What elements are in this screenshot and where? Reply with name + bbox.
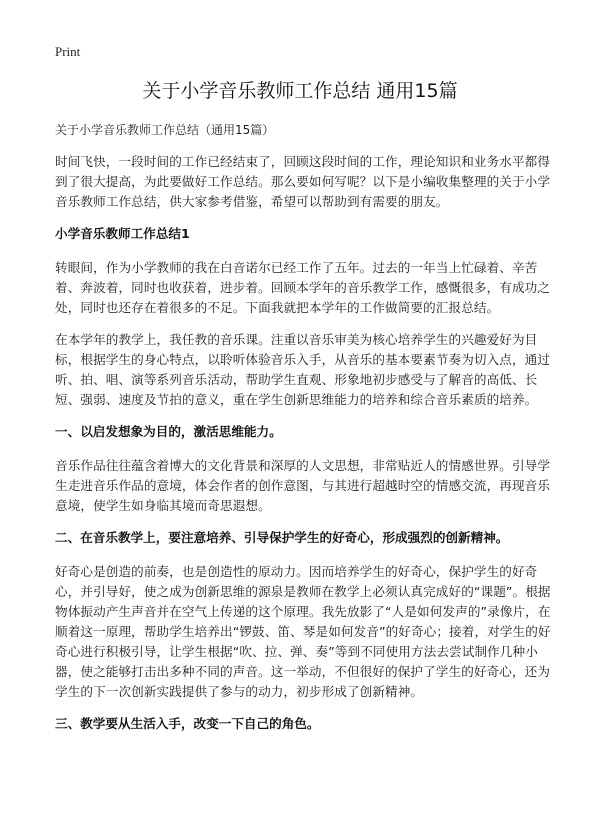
paragraph: 音乐作品往往蕴含着博大的文化背景和深厚的人文思想，非常贴近人的情感世界。引导学生走进音乐作品的意境，体会作者的创作意图，与其进行超越时空的情感交流，再现音乐意境，使学生如身临其境而奇思遐想。 xyxy=(55,458,551,513)
point-heading: 三、教学要从生活入手，改变一下自己的角色。 xyxy=(55,716,320,731)
point-heading: 二、在音乐教学上，要注意培养、引导保护学生的好奇心，形成强烈的创新精神。 xyxy=(55,530,509,545)
paragraph: 好奇心是创造的前奏，也是创造性的原动力。因而培养学生的好奇心，保护学生的好奇心，并引导好，使之成为创新思维的源泉是教师在教学上必须认真完成好的“课题”。根据物体振动产生声音并在空气上传递的这个原理。我先放影了“人是如何发声的”录像片，在顺着这一原理，帮助学生培养出“锣鼓、笛、琴是如何发音”的好奇心；接着，对学生的好奇心进行积极引导，让学生根据“吹、拉、弹、奏”等到不同使用方法去尝试制作几种小器，使之能够打击出多种不同的声音。这一举动，不但很好的保护了学生的好奇心，还为学生的下一次创新实践提供了参与的动力，初步形成了创新精神。 xyxy=(55,564,551,699)
intro-paragraph: 时间飞快，一段时间的工作已经结束了，回顾这段时间的工作，理论知识和业务水平都得到了很大提高，为此要做好工作总结。那么要如何写呢？以下是小编收集整理的关于小学音乐教师工作总结，供大家参考借鉴，希望可以帮助到有需要的朋友。 xyxy=(55,154,551,209)
paragraph: 在本学年的教学上，我任教的音乐课。注重以音乐审美为核心培养学生的兴趣爱好为目标，根据学生的身心特点，以聆听体验音乐入手，从音乐的基本要素节奏为切入点，通过听、拍、唱、演等系列音乐活动，帮助学生直观、形象地初步感受与了解音的高低、长短、强弱、速度及节拍的意义，重在学生创新思维能力的培养和综合音乐素质的培养。 xyxy=(55,332,551,407)
section-heading: 小学音乐教师工作总结1 xyxy=(55,226,190,241)
print-label: Print xyxy=(55,44,81,59)
paragraph: 转眼间，作为小学教师的我在白音诺尔已经工作了五年。过去的一年当上忙碌着、辛苦着、奔波着，同时也收获着，进步着。回顾本学年的音乐教学工作，感慨很多，有成功之处，同时也还存在着很多的不足。下面我就把本学年的工作做简要的汇报总结。 xyxy=(55,260,551,315)
document-subtitle: 关于小学音乐教师工作总结（通用15篇） xyxy=(55,123,275,137)
page-title: 关于小学音乐教师工作总结 通用15篇 xyxy=(142,80,458,102)
document-body xyxy=(55,120,555,748)
point-heading: 一、以启发想象为目的，激活思维能力。 xyxy=(55,424,282,439)
